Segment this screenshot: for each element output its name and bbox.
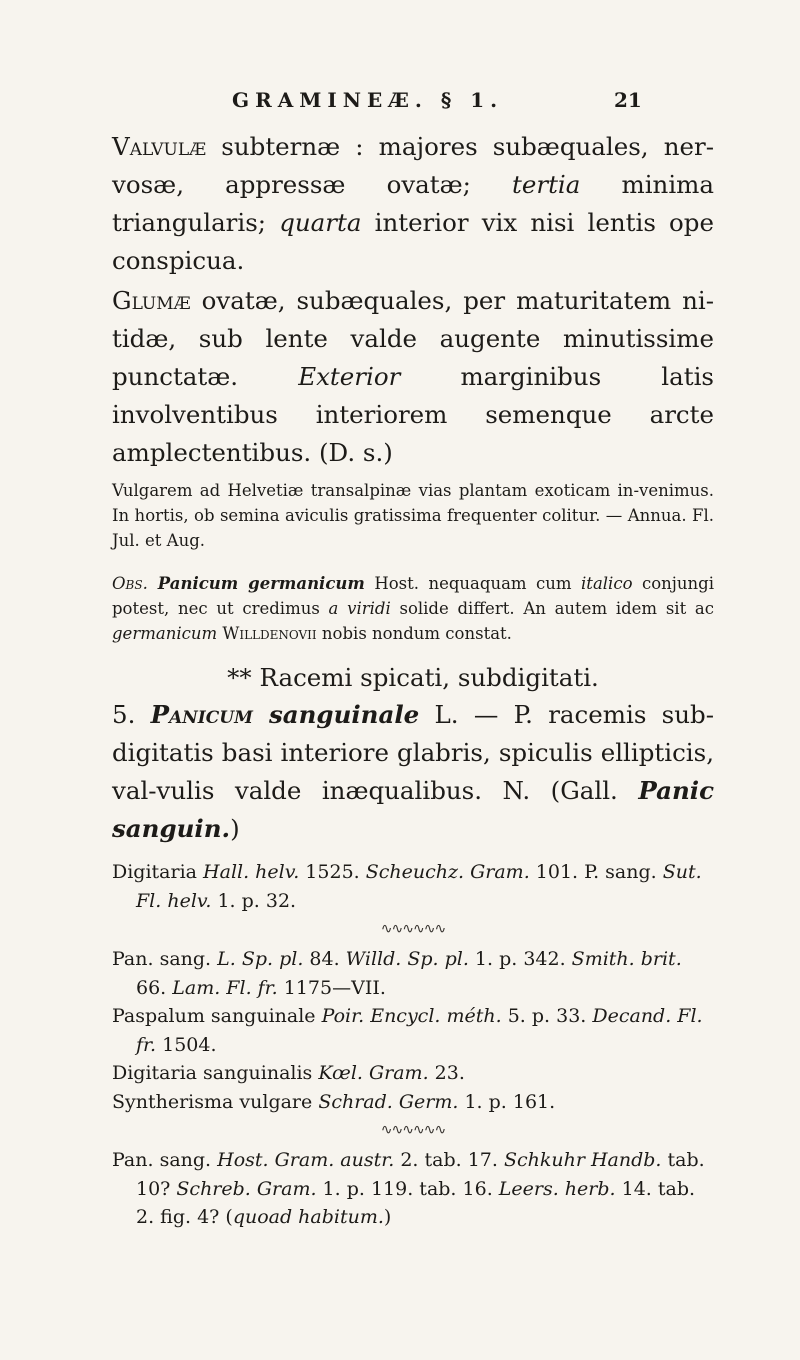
- text-run: Schrad. Germ.: [318, 1090, 459, 1113]
- text-run: 1175—VII.: [277, 976, 386, 999]
- paragraph-valvulae: [112, 128, 714, 280]
- text-run: Decand. Fl. fr.: [136, 1005, 703, 1056]
- text-run: 14. tab. 2. fig. 4? (: [136, 1177, 696, 1228]
- text-run: a viridi: [328, 599, 391, 618]
- text-run: Leers. herb.: [498, 1177, 616, 1200]
- text-run: ovatæ, subæquales, per maturitatem ni-tidæ, sub lente valde augente minutissime punctatæ.: [112, 286, 714, 391]
- text-run: subternæ : majores subæquales, ner-vosæ, appressæ ovatæ;: [112, 132, 714, 199]
- text-run: 1. p. 119. tab. 16.: [316, 1177, 499, 1200]
- synonymy-block-3: [112, 1146, 714, 1232]
- term-valvulae: Valvulæ: [112, 132, 207, 161]
- observation-note: [112, 571, 714, 646]
- text-run: ): [383, 1206, 392, 1228]
- term-quarta: quarta: [279, 208, 362, 237]
- reference-entry: [112, 858, 714, 915]
- text-run: Host. nequaquam cum: [364, 574, 582, 593]
- obs-label: Obs.: [112, 574, 148, 593]
- reference-entry: [112, 1146, 714, 1232]
- text-run: Schkuhr Handb.: [503, 1149, 662, 1171]
- text-run: 5. p. 33.: [501, 1005, 593, 1027]
- text-run: 1. p. 161.: [458, 1090, 556, 1113]
- text-run: ): [230, 814, 240, 843]
- page-number: 21: [614, 88, 642, 112]
- text-run: Panicum germanicum: [147, 574, 365, 593]
- text-run: Willd. Sp. pl.: [345, 948, 469, 970]
- synonymy-block-2: [112, 945, 714, 1116]
- term-exterior: Exterior: [298, 362, 401, 391]
- text-run: Schreb. Gram.: [176, 1177, 317, 1200]
- species-epithet: sanguinale: [252, 700, 420, 729]
- text-run: Paspalum sanguinale: [112, 1005, 322, 1027]
- text-run: 1. p. 32.: [211, 889, 297, 912]
- text-run: L. — P. racemis sub-digitatis basi interiore glabris, spiculis ellipticis, val-vulis valde inæqualibus. N. (Gall.: [112, 700, 714, 805]
- page-body: [112, 128, 714, 1232]
- text-run: 2. tab. 17.: [394, 1149, 504, 1171]
- text-run: 101. P. sang.: [529, 861, 663, 883]
- text-run: italico: [581, 574, 633, 593]
- author-willdenovii: Willdenovii: [222, 624, 317, 643]
- wavy-divider: ∿∿∿∿∿∿: [380, 921, 446, 937]
- text-run: conjungi potest, nec ut credimus: [112, 574, 715, 618]
- text-run: Pan. sang.: [112, 1149, 218, 1171]
- page-header: [0, 88, 800, 118]
- text-run: solide differt. An autem idem sit ac: [390, 599, 715, 618]
- text-run: interior vix nisi lentis ope conspicua.: [112, 208, 714, 275]
- running-head: GRAMINEÆ. § 1.: [232, 88, 504, 112]
- habitat-note: Vulgarem ad Helvetiæ transalpinæ vias plantam exoticam in-venimus. In hortis, ob semina aviculis gratissima frequenter colitur. — Annua. Fl. Jul. et Aug.: [112, 481, 714, 550]
- wavy-divider: ∿∿∿∿∿∿: [380, 1122, 446, 1138]
- text-run: marginibus latis involventibus interiorem semenque arcte amplectentibus. (D. s.): [112, 362, 714, 467]
- reference-entry: [112, 945, 714, 1002]
- text-run: minima triangularis;: [112, 170, 715, 237]
- species-description: [112, 696, 714, 848]
- text-run: 23.: [428, 1062, 465, 1084]
- text-run: Lam. Fl. fr.: [172, 976, 278, 999]
- text-run: Digitaria sanguinalis: [112, 1062, 319, 1084]
- text-run: Digitaria: [112, 861, 204, 883]
- text-run: tab. 10?: [136, 1149, 705, 1200]
- text-run: germanicum: [112, 624, 218, 643]
- text-run: nobis nondum constat.: [316, 624, 512, 643]
- french-name: Panic sanguin.: [112, 776, 714, 843]
- text-run: L. Sp. pl.: [217, 948, 304, 970]
- text-run: 84.: [303, 948, 346, 970]
- reference-entry: [112, 1059, 714, 1088]
- text-run: Scheuchz. Gram.: [365, 861, 530, 883]
- synonymy-block-1: [112, 858, 714, 915]
- species-number: 5.: [112, 700, 151, 729]
- text-run: Hall. helv.: [203, 861, 300, 883]
- text-run: Poir. Encycl. méth.: [321, 1005, 502, 1027]
- term-glumae: Glumæ: [112, 286, 191, 315]
- text-run: 1504.: [156, 1033, 217, 1056]
- section-heading: ** Racemi spicati, subdigitati.: [227, 663, 599, 692]
- text-run: Kœl. Gram.: [318, 1062, 429, 1084]
- reference-entry: [112, 1002, 714, 1059]
- text-run: Pan. sang.: [112, 948, 218, 970]
- text-run: Syntherisma vulgare: [112, 1090, 319, 1113]
- text-run: 1525.: [299, 861, 366, 883]
- text-run: 66.: [136, 976, 173, 999]
- text-run: quoad habitum.: [232, 1206, 384, 1228]
- reference-entry: [112, 1088, 714, 1117]
- text-run: 1. p. 342.: [468, 948, 572, 970]
- paragraph-glumae: [112, 282, 714, 472]
- text-run: Host. Gram. austr.: [217, 1149, 395, 1171]
- text-run: Sut. Fl. helv.: [136, 861, 702, 912]
- genus-name: Panicum: [150, 700, 253, 729]
- term-tertia: tertia: [512, 170, 581, 199]
- text-run: Smith. brit.: [571, 948, 682, 970]
